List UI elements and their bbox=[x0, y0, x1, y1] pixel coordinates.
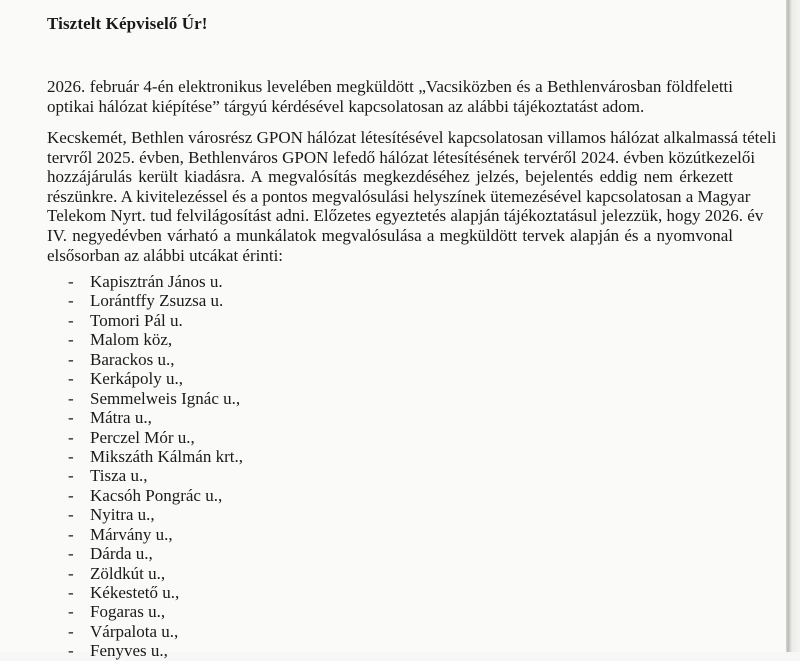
list-dash: - bbox=[68, 427, 74, 447]
list-dash: - bbox=[68, 408, 74, 428]
list-item bbox=[68, 583, 243, 602]
list-item bbox=[68, 428, 243, 447]
list-item bbox=[68, 602, 243, 621]
street-list bbox=[68, 272, 243, 661]
list-dash: - bbox=[68, 388, 74, 408]
paragraph-line: Kecskemét, Bethlen városrész GPON hálózat létesítésével kapcsolatosan villamos hálózat alkalmassá tételi bbox=[47, 128, 777, 147]
list-item bbox=[68, 389, 243, 408]
list-item bbox=[68, 525, 243, 544]
street-name: Várpalota u., bbox=[90, 621, 179, 641]
list-dash: - bbox=[68, 641, 74, 661]
intro-paragraph bbox=[47, 77, 733, 116]
list-dash: - bbox=[68, 466, 74, 486]
list-dash: - bbox=[68, 621, 74, 641]
street-name: Kékestető u., bbox=[90, 583, 180, 602]
list-item bbox=[68, 272, 243, 291]
paragraph-line: hozzájárulás került kiadásra. A megvalósítás megkezdéséhez jelzés, bejelentés eddig nem érkezett bbox=[47, 167, 733, 187]
list-dash: - bbox=[68, 544, 74, 564]
paragraph-line: részünkre. A kivitelezéssel és a pontos megvalósulási helyszínek ütemezésével kapcsolatosan a Magyar bbox=[47, 186, 751, 206]
street-name: Tomori Pál u. bbox=[90, 310, 183, 330]
list-dash: - bbox=[68, 505, 74, 525]
paragraph-line: Telekom Nyrt. tud felvilágosítást adni. Előzetes egyeztetés alapján tájékoztatásul jelezzük, hogy 2026. év bbox=[47, 206, 764, 226]
page-edge bbox=[786, 0, 800, 652]
list-item bbox=[68, 291, 243, 310]
list-item bbox=[68, 564, 243, 583]
paragraph-line: IV. negyedévben várható a munkálatok megvalósulása a megküldött tervek alapján és a nyomvonal bbox=[47, 225, 733, 245]
street-name: Barackos u., bbox=[90, 349, 175, 369]
list-item bbox=[68, 466, 243, 485]
street-name: Dárda u., bbox=[90, 544, 153, 564]
list-item bbox=[68, 369, 243, 388]
street-name: Semmelweis Ignác u., bbox=[90, 388, 241, 408]
list-dash: - bbox=[68, 563, 74, 583]
street-name: Nyitra u., bbox=[90, 505, 155, 525]
street-name: Fenyves u., bbox=[90, 641, 168, 661]
street-name: Márvány u., bbox=[90, 524, 173, 544]
street-name: Lorántffy Zsuzsa u. bbox=[90, 291, 224, 311]
street-name: Malom köz, bbox=[90, 330, 173, 350]
salutation: Tisztelt Képviselő Úr! bbox=[47, 14, 208, 33]
details-paragraph bbox=[47, 128, 777, 265]
list-item bbox=[68, 486, 243, 505]
list-dash: - bbox=[68, 485, 74, 505]
list-dash: - bbox=[68, 369, 74, 389]
list-dash: - bbox=[68, 310, 74, 330]
street-name: Kerkápoly u., bbox=[90, 369, 184, 389]
street-name: Zöldkút u., bbox=[90, 563, 166, 583]
list-item bbox=[68, 330, 243, 349]
list-dash: - bbox=[68, 349, 74, 369]
street-name: Mikszáth Kálmán krt., bbox=[90, 446, 243, 466]
paragraph-line: tervről 2025. évben, Bethlenváros GPON lefedő hálózat létesítésének tervéről 2024. évben közútkezelői bbox=[47, 147, 756, 167]
list-dash: - bbox=[68, 602, 74, 622]
list-item bbox=[68, 408, 243, 427]
street-name: Fogaras u., bbox=[90, 602, 166, 622]
street-name: Perczel Mór u., bbox=[90, 427, 195, 447]
street-name: Kacsóh Pongrác u., bbox=[90, 485, 223, 505]
list-item bbox=[68, 505, 243, 524]
list-dash: - bbox=[68, 330, 74, 350]
list-dash: - bbox=[68, 583, 74, 602]
list-dash: - bbox=[68, 272, 74, 291]
list-dash: - bbox=[68, 446, 74, 466]
paragraph-line: elsősorban az alábbi utcákat érinti: bbox=[47, 245, 284, 265]
list-dash: - bbox=[68, 291, 74, 311]
list-item bbox=[68, 544, 243, 563]
list-item bbox=[68, 350, 243, 369]
list-item bbox=[68, 622, 243, 641]
list-dash: - bbox=[68, 524, 74, 544]
list-item bbox=[68, 447, 243, 466]
street-name: Kapisztrán János u. bbox=[90, 272, 223, 291]
list-item bbox=[68, 311, 243, 330]
paragraph-line: optikai hálózat kiépítése” tárgyú kérdésével kapcsolatosan az alábbi tájékoztatást adom. bbox=[47, 96, 645, 116]
street-name: Mátra u., bbox=[90, 408, 152, 428]
street-name: Tisza u., bbox=[90, 466, 148, 486]
list-item bbox=[68, 641, 243, 660]
paragraph-line: 2026. február 4-én elektronikus levelében megküldött „Vacsiközben és a Bethlenvárosban földfeletti bbox=[47, 77, 733, 96]
